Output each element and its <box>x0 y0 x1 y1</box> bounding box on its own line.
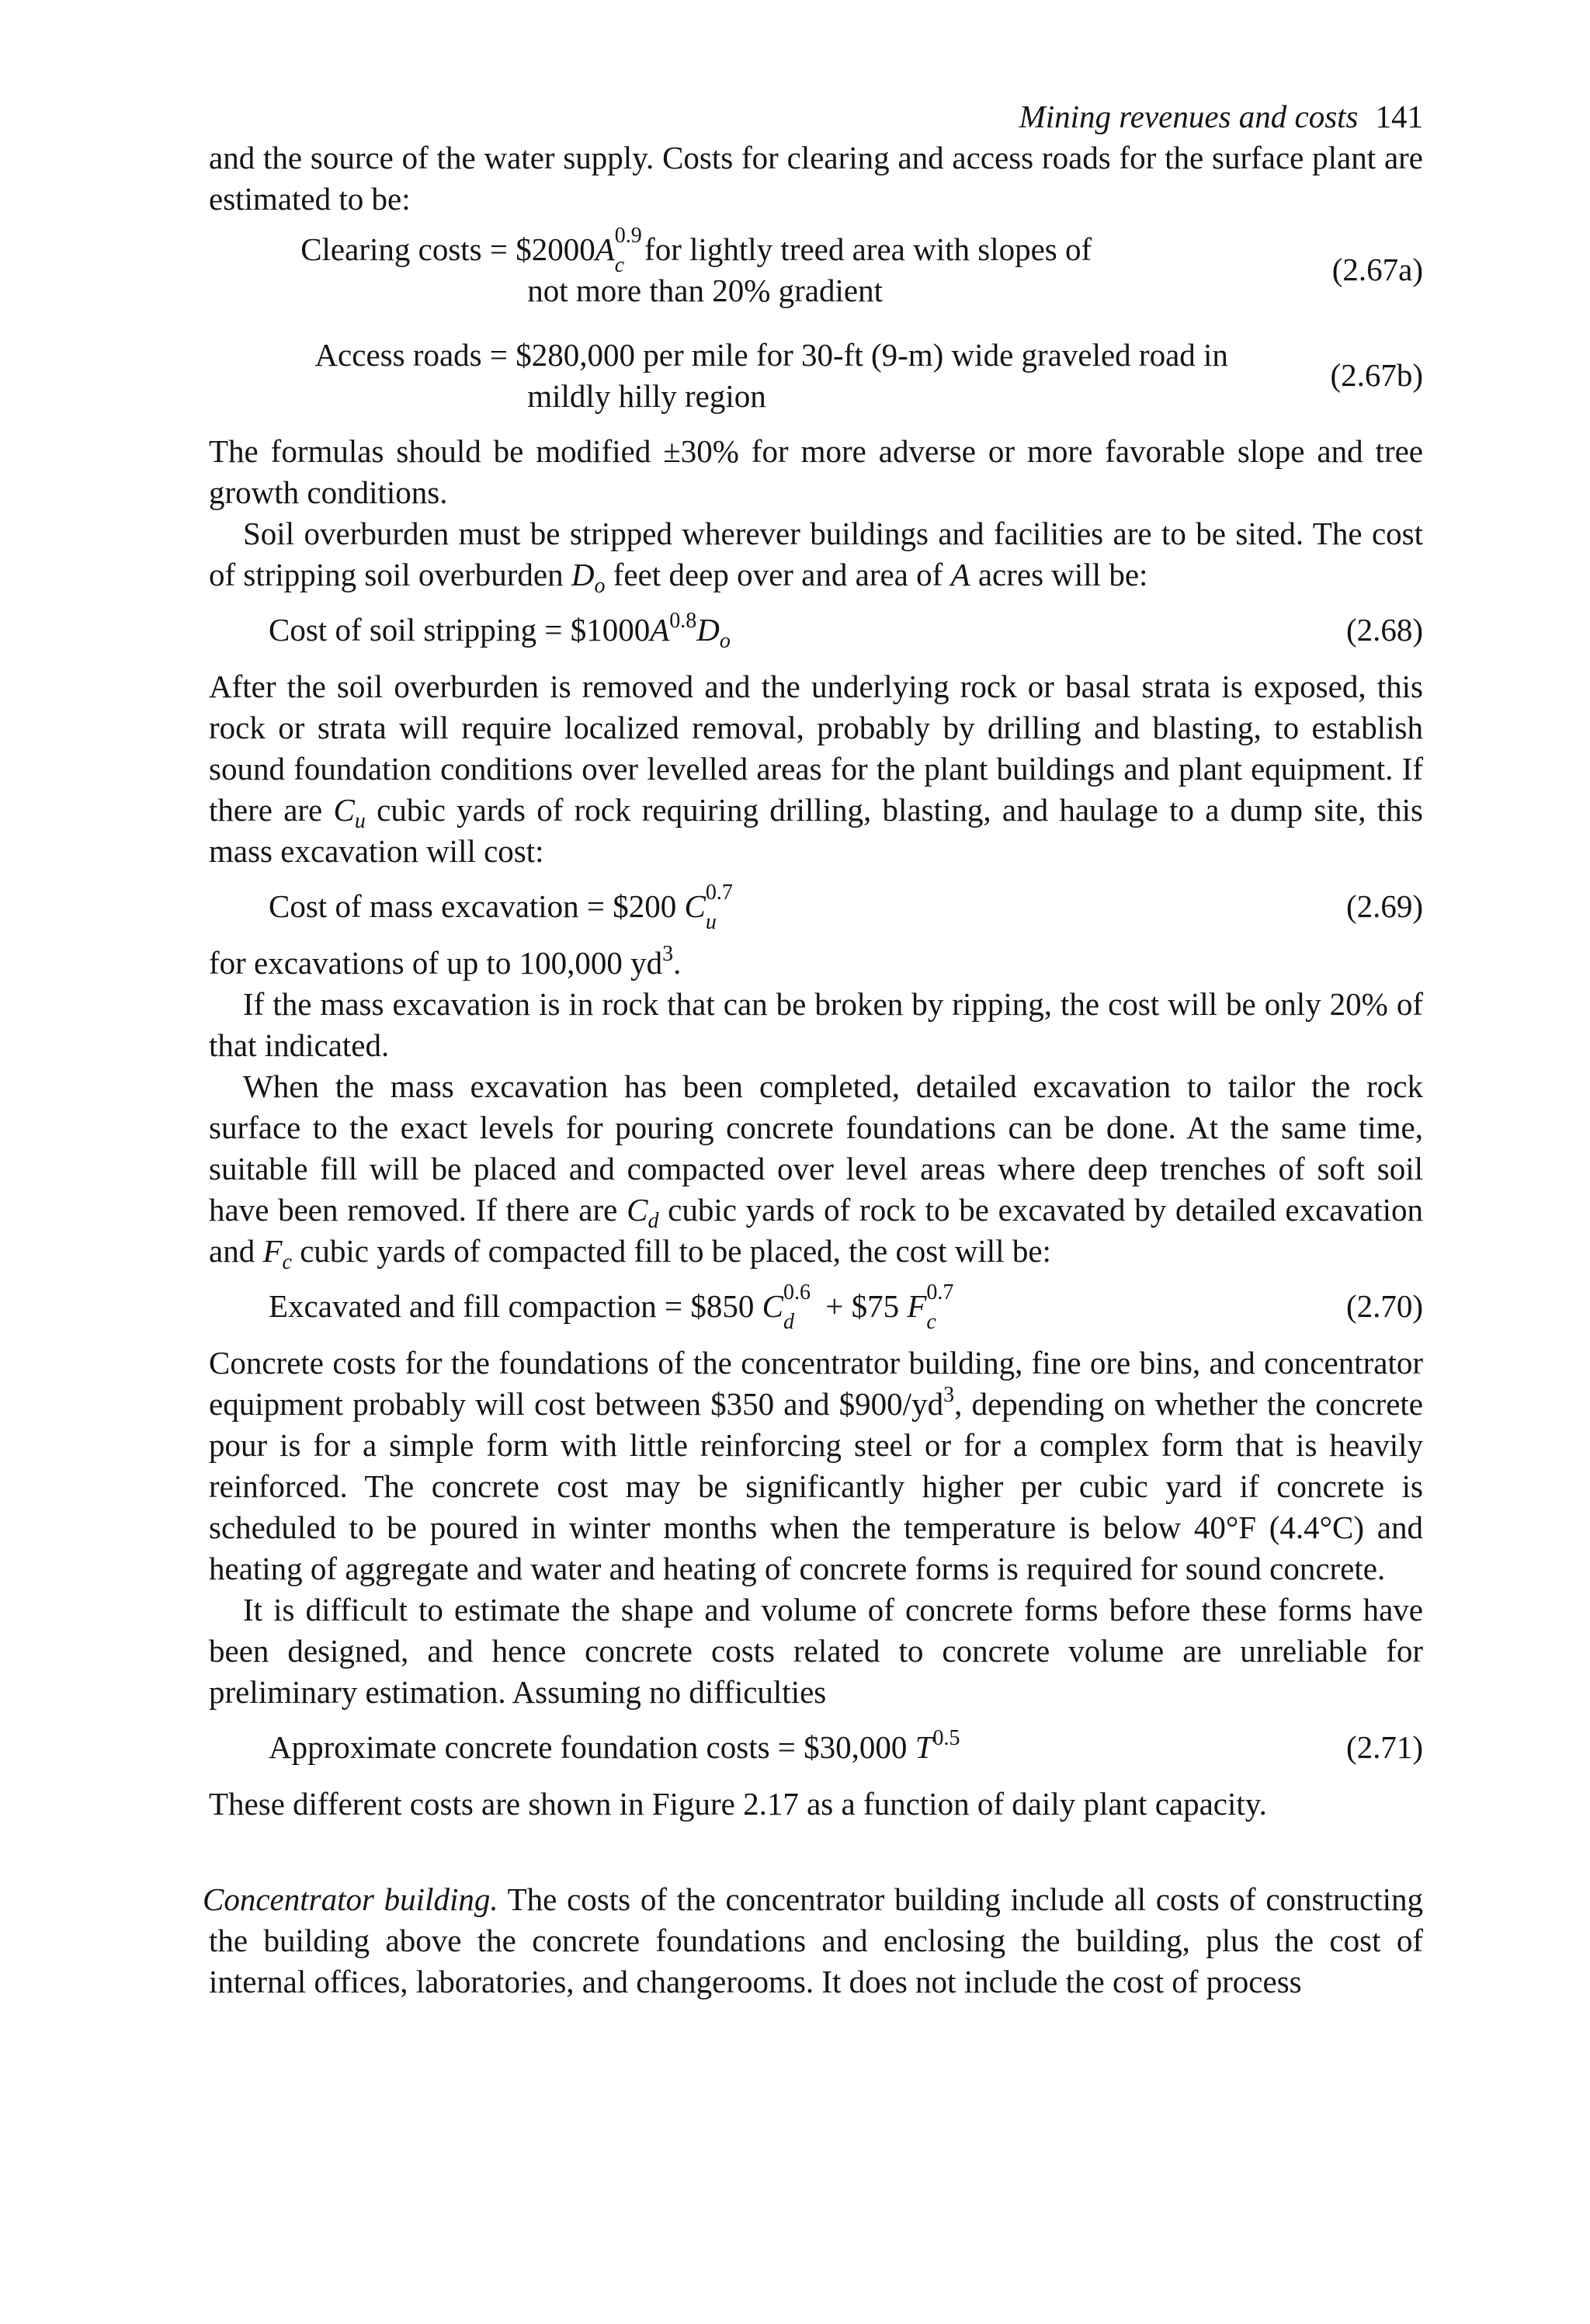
paragraph-4: After the soil overburden is removed and the underlying rock or basal strata is exposed, this rock or strata will require localized removal, probably by drilling and blasting, to establish sound foundation conditions over levelled areas for the plant buildings and plant equipment. If there are $C_u$ cubic yards of rock requiring drilling, blasting, and haulage to a dump site, this mass excavation will cost: <box>209 669 1423 869</box>
equation-2-68: Cost of soil stripping = $\$1000A^{0.8}D_o$ (2.68) <box>269 609 1423 653</box>
paragraph-9: It is difficult to estimate the shape and volume of concrete forms before these forms have been designed, and hence concrete costs related to concrete volume are unreliable for preliminary estimation. Assuming no difficulties <box>209 1592 1423 1710</box>
paragraph-5: for excavations of up to 100,000 $yd^3$. <box>209 942 682 981</box>
equation-number: (2.71) <box>1345 1729 1423 1765</box>
page-body <box>203 96 1424 2003</box>
equation-2-71: Approximate concrete foundation costs = $30,000 $T^{0.5}$ (2.71) <box>209 1727 1423 1768</box>
paragraph-6: If the mass excavation is in rock that can be broken by ripping, the cost will be only 20% of that indicated. <box>209 986 1423 1063</box>
paragraph-10: These different costs are shown in Figure 2.17 as a function of daily plant capacity. <box>209 1786 1267 1822</box>
paragraph-3: Soil overburden must be stripped wherever buildings and facilities are to be sited. The cost of stripping soil overburden $D_o$ feet deep over and area of A acres will be: <box>209 516 1423 598</box>
equation-2-69: Cost of mass excavation = $200 C 0.7 u (2.69) <box>269 881 1423 934</box>
section-text: The costs of the concentrator building include all costs of constructing the building above the concrete foundations and enclosing the building, plus the cost of internal offices, laboratories, and changerooms. It does not include the cost of process <box>209 1881 1424 1999</box>
equation-lhs: Clearing costs = <box>300 231 508 267</box>
running-title: Mining revenues and costs <box>1019 99 1359 134</box>
equation-number: (2.70) <box>1345 1288 1423 1324</box>
equation-lhs: Access roads = <box>314 337 508 373</box>
equation-number: (2.68) <box>1345 612 1423 648</box>
equation-2-70: Excavated and fill compaction = $850 C 0.6 d + $75 F 0.7 c (2.70) <box>269 1280 1423 1334</box>
section-heading: Concentrator building. <box>203 1881 498 1917</box>
equation-number: (2.67b) <box>1330 357 1423 393</box>
page-number: 141 <box>1375 99 1423 134</box>
section-concentrator-building <box>203 1879 1424 2003</box>
equation-2-67b: Access roads = $280,000 per mile for 30-ft (9-m) wide graveled road in mildly hilly region (2.67b) <box>209 335 1423 417</box>
paragraph-7: When the mass excavation has been completed, detailed excavation to tailor the rock surface to the exact levels for pouring concrete foundations can be done. At the same time, suitable fill will be placed and compacted over level areas where deep trenches of soft soil have been removed. If there are $C_d$ cubic yards of rock to be excavated by detailed excavation and $F_c$ cubic yards of compacted fill to be placed, the cost will be: <box>209 1068 1424 1274</box>
equation-2-67a: Clearing costs = $2000A 0.9 c for lightly treed area with slopes of not more than 20% gradient (2.67a) <box>209 229 1423 311</box>
equation-block-2-67 <box>209 224 1423 417</box>
paragraph-1: and the source of the water supply. Costs for clearing and access roads for the surface plant are estimated to be: <box>209 140 1423 217</box>
equation-number: (2.69) <box>1345 888 1423 924</box>
equation-number: (2.67a) <box>1331 252 1423 287</box>
paragraph-8: Concrete costs for the foundations of the concentrator building, fine ore bins, and concentrator equipment probably will cost between $350 and $\$900/yd^3$, depending on whether the concrete pour is for a simple form with little reinforcing steel or for a complex form that is heavily reinforced. The concrete cost may be significantly higher per cubic yard if concrete is scheduled to be poured in winter months when the temperature is below 40°F (4.4°C) and heating of aggregate and water and heating of concrete forms is required for sound concrete. <box>209 1345 1423 1586</box>
paragraph-2: The formulas should be modified ±30% for more adverse or more favorable slope and tree growth conditions. <box>209 433 1423 510</box>
